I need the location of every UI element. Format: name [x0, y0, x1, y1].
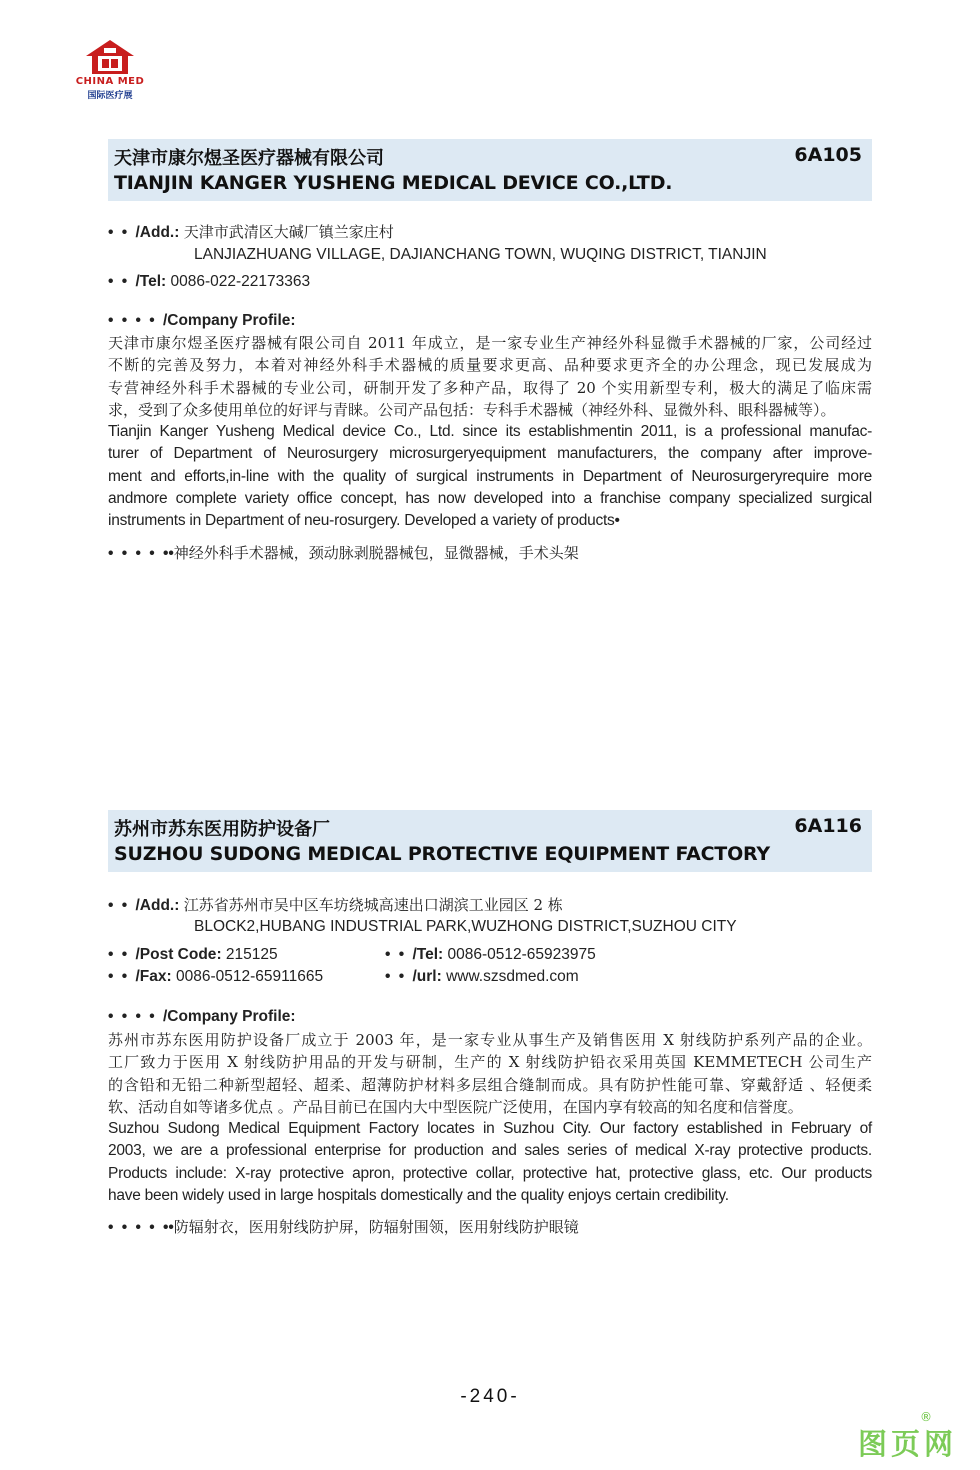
company-header-band: [108, 139, 872, 201]
tel-row: • • /Tel: 0086-0512-65923975: [385, 946, 596, 963]
booth-number: 6A105: [794, 144, 862, 166]
profile-cn-line: 不断的完善及努力，本着对神经外科手术器械的质量要求更高、品种要求更齐全的办公理念，现已发展成为: [108, 356, 872, 375]
bullet-dots: • • • •: [108, 1219, 163, 1236]
profile-heading: • • • • /Company Profile:: [108, 1008, 296, 1025]
url-row: • • /url: www.szsdmed.com: [385, 968, 579, 985]
bullet-dots: • •: [108, 946, 136, 963]
bullet-dots: • •: [385, 946, 413, 963]
bullet-dots: • •: [108, 968, 136, 985]
address-label: Add.: [139, 897, 175, 914]
tel-value: 0086-0512-65923975: [447, 946, 596, 963]
company-name-en: TIANJIN KANGER YUSHENG MEDICAL DEVICE CO.,LTD.: [114, 172, 673, 194]
fax-value: 0086-0512-65911665: [175, 968, 324, 985]
bullet-dots: • • • •: [108, 1008, 163, 1025]
profile-en-line: ment and efforts,in-line with the quality of surgical instruments in Department of Neurosurgeryrequire more: [108, 467, 872, 485]
bullet-dots: • • • •: [108, 312, 163, 329]
profile-cn-line: 软、活动自如等诸多优点 。产品目前已在国内大中型医院广泛使用，在国内享有较高的知名度和信誉度。: [108, 1097, 803, 1116]
company-header-band: [108, 810, 872, 872]
tel-row: • • /Tel: 0086-022-22173363: [108, 273, 311, 290]
page-number: -240-: [460, 1386, 520, 1407]
profile-cn-line: 苏州市苏东医用防护设备厂成立于 2003 年，是一家专业从事生产及销售医用 X 射线防护系列产品的企业。: [108, 1031, 872, 1049]
profile-heading: • • • • /Company Profile:: [108, 312, 296, 329]
tel-label: Tel: [416, 946, 439, 963]
logo-chinese-text: 国际医疗展: [87, 91, 133, 101]
company-profile-text: [108, 332, 872, 533]
postcode-label: Post Code: [139, 946, 217, 963]
logo-english-text: CHINA MED: [75, 76, 145, 87]
address-row: • • /Add.: 江苏省苏州市吴中区车坊绕城高速出口湖滨工业园区 2 栋: [108, 896, 563, 914]
profile-label: Company Profile: [167, 1008, 291, 1025]
profile-cn-line: 专营神经外科手术器械的专业公司，研制开发了多种产品，取得了 20 个实用新型专利，极大的满足了临床需: [108, 378, 872, 397]
profile-en-line: 2003, we are a professional enterprise for production and sales series of medical X-ray protective products.: [108, 1142, 872, 1160]
bullet-dots: • •: [385, 968, 413, 985]
china-med-logo: [70, 38, 150, 100]
profile-en-line: andmore complete variety office concept, has now developed into a franchise company specialized surgical: [108, 490, 872, 508]
postcode-row: • • /Post Code: 215125: [108, 946, 278, 963]
products-row: • • • • ••神经外科手术器械，颈动脉剥脱器械包，显微器械，手术头架: [108, 544, 579, 562]
profile-en-line: Tianjin Kanger Yusheng Medical device Co., Ltd. since its establishmentin 2011, is a professional manufac-: [108, 423, 872, 441]
booth-number: 6A116: [794, 815, 862, 837]
bullet-dots: • •: [108, 224, 136, 241]
profile-en-line: turer of Department of Neurosurgery microsurgeryequipment manufacturers, the company after improve-: [108, 445, 872, 463]
company-profile-text: [108, 1029, 872, 1207]
products-list: 防辐射衣，医用射线防护屏，防辐射围领，医用射线防护眼镜: [173, 1218, 579, 1236]
profile-en-line: Suzhou Sudong Medical Equipment Factory locates in Suzhou City. Our factory established in February of: [108, 1120, 872, 1138]
logo-house-icon: [82, 38, 138, 76]
company-name-en: SUZHOU SUDONG MEDICAL PROTECTIVE EQUIPMENT FACTORY: [114, 843, 770, 865]
address-en: LANJIAZHUANG VILLAGE, DAJIANCHANG TOWN, WUQING DISTRICT, TIANJIN: [194, 246, 767, 263]
tel-value: 0086-022-22173363: [170, 273, 311, 290]
company-name-cn: 苏州市苏东医用防护设备厂: [114, 819, 330, 840]
address-row: • • /Add.: 天津市武清区大碱厂镇兰家庄村: [108, 223, 394, 241]
bullet-dots: • •: [108, 897, 136, 914]
tel-label: Tel: [139, 273, 162, 290]
profile-en-line: Products include: X-ray protective apron, protective collar, protective hat, protective glass, etc. Our products: [108, 1164, 872, 1182]
url-label: url: [416, 968, 437, 985]
address-label: Add.: [139, 224, 175, 241]
profile-label: Company Profile: [167, 312, 291, 329]
fax-label: Fax: [139, 968, 167, 985]
fax-row: • • /Fax: 0086-0512-65911665: [108, 968, 324, 985]
address-cn: 天津市武清区大碱厂镇兰家庄村: [183, 223, 394, 241]
profile-en-line: have been widely used in large hospitals domestically and the quality enjoys certain credibility.: [108, 1187, 729, 1205]
profile-en-line: instruments in Department of neu-rosurgery. Developed a variety of products•: [108, 512, 620, 530]
address-cn: 江苏省苏州市吴中区车坊绕城高速出口湖滨工业园区 2 栋: [183, 896, 563, 914]
bullet-dots: • • • •: [108, 545, 163, 562]
products-list: 神经外科手术器械，颈动脉剥脱器械包，显微器械，手术头架: [173, 544, 579, 562]
profile-cn-line: 的含铅和无铅二种新型超轻、超柔、超薄防护材料多层组合缝制而成。具有防护性能可靠、穿戴舒适 、轻便柔: [108, 1075, 872, 1094]
profile-cn-line: 天津市康尔煜圣医疗器械有限公司自 2011 年成立，是一家专业生产神经外科显微手术器械的厂家，公司经过: [108, 334, 872, 352]
watermark-registered-mark: ®: [920, 1410, 932, 1424]
bullet-dots: • •: [108, 273, 136, 290]
postcode-value: 215125: [225, 946, 278, 963]
profile-cn-line: 工厂致力于医用 X 射线防护用品的开发与研制，生产的 X 射线防护铅衣采用英国 KEMMETECH 公司生产: [108, 1053, 872, 1072]
profile-cn-line: 求，受到了众多使用单位的好评与青睐。公司产品包括：专科手术器械（神经外科、显微外科、眼科器械等）。: [108, 400, 836, 419]
address-en: BLOCK2,HUBANG INDUSTRIAL PARK,WUZHONG DISTRICT,SUZHOU CITY: [194, 918, 737, 935]
watermark-text: 图页网: [858, 1427, 958, 1461]
products-row: • • • • ••防辐射衣，医用射线防护屏，防辐射围领，医用射线防护眼镜: [108, 1218, 579, 1236]
company-name-cn: 天津市康尔煜圣医疗器械有限公司: [114, 148, 384, 169]
url-link[interactable]: www.szsdmed.com: [446, 968, 579, 985]
